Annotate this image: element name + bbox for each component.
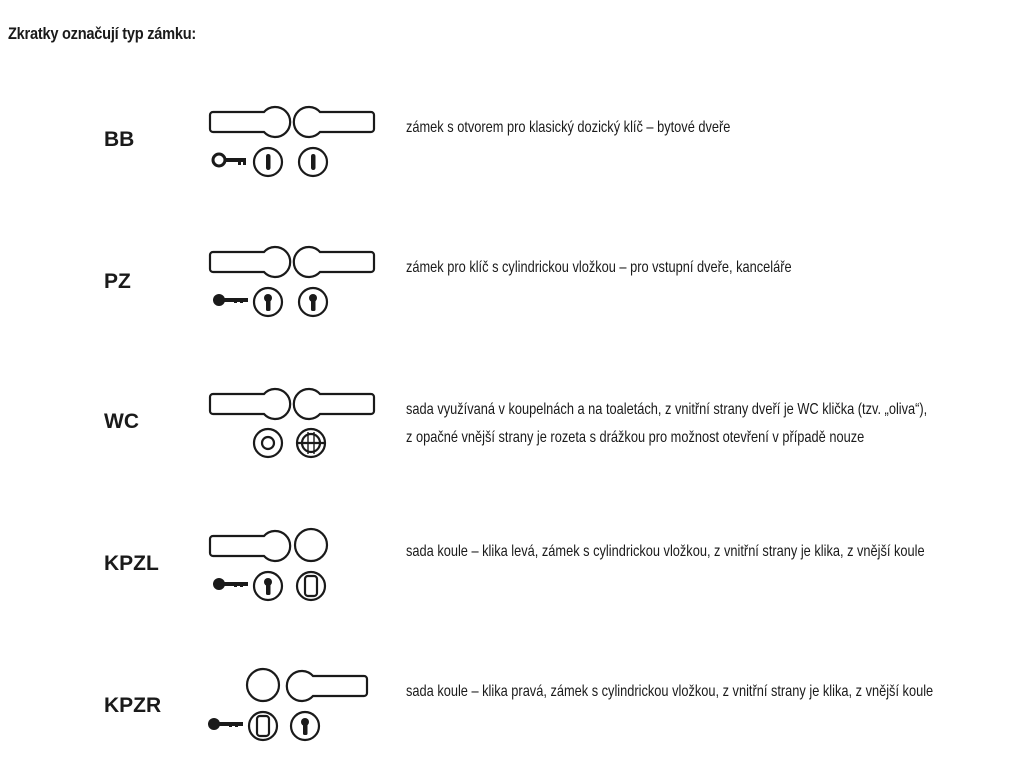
lock-description: sada využívaná v koupelnách a na toaletách, z vnitřní strany dveří je WC klička (tzv. „oliva“), z opačné vnější strany je rozeta s drážkou pro možnost otevření v případě nouze [406,401,928,446]
lock-code: WC [104,410,139,433]
pz-handles-icon [0,240,400,340]
kpzr-handles-icon [0,664,400,764]
lock-row-bb [0,100,1024,200]
lock-code: KPZL [104,552,159,575]
lock-description: sada koule – klika pravá, zámek s cylindrickou vložkou, z vnitřní strany je klika, z vnější koule [406,683,934,700]
page-title: Zkratky označují typ zámku: [8,24,197,43]
lock-code: BB [104,128,135,151]
lock-description: sada koule – klika levá, zámek s cylindrickou vložkou, z vnitřní strany je klika, z vnější koule [406,543,925,560]
wc-handles-icon [0,382,400,482]
lock-row-wc [0,382,1024,482]
lock-description: zámek pro klíč s cylindrickou vložkou – pro vstupní dveře, kanceláře [406,259,792,276]
lock-row-kpzl [0,524,1024,624]
kpzl-handles-icon [0,524,400,624]
lock-code: KPZR [104,694,162,717]
lock-row-pz [0,240,1024,340]
lock-description: zámek s otvorem pro klasický dozický klíč – bytové dveře [406,119,731,136]
lock-code: PZ [104,270,131,293]
bb-handles-icon [0,100,400,200]
lock-row-kpzr [0,664,1024,764]
